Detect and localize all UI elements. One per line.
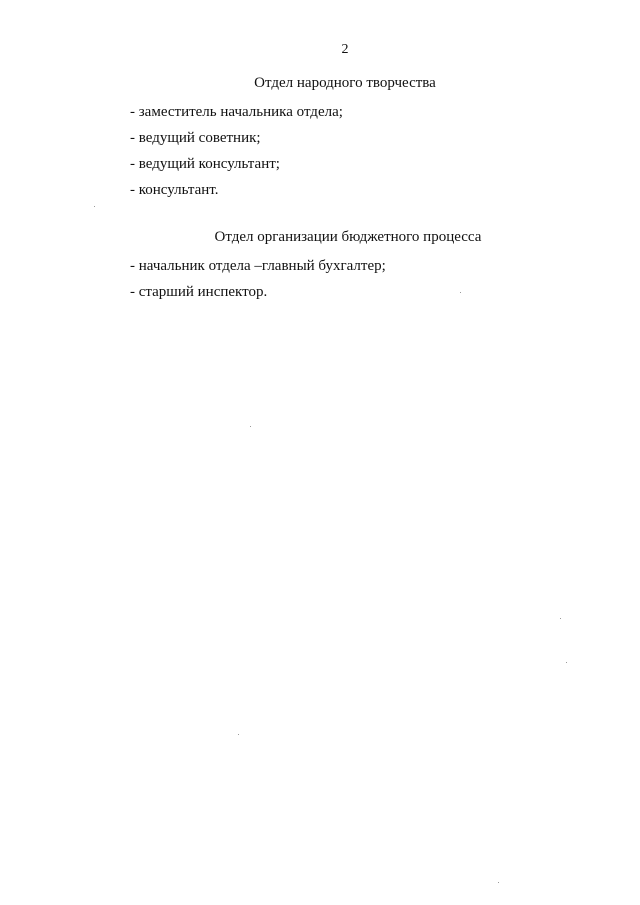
list-item: - заместитель начальника отдела;: [130, 104, 343, 120]
section-folk-art-department: [0, 73, 640, 203]
scan-speck: [560, 618, 561, 619]
position-list: [0, 99, 640, 203]
list-item: - старший инспектор.: [130, 284, 268, 300]
scan-speck: [250, 426, 251, 427]
position-list: [0, 253, 640, 305]
section-title: Отдел организации бюджетного процесса: [214, 229, 482, 245]
scan-speck: [94, 206, 95, 207]
section-title: Отдел народного творчества: [254, 75, 436, 91]
list-item: - начальник отдела –главный бухгалтер;: [130, 258, 386, 274]
scan-speck: [238, 734, 239, 735]
scan-speck: [498, 882, 499, 883]
list-item: - консультант.: [130, 182, 219, 198]
page-number: 2: [341, 42, 349, 57]
scan-speck: [460, 292, 461, 293]
scan-speck: [566, 662, 567, 663]
section-budget-process-department: [0, 227, 640, 305]
list-item: - ведущий консультант;: [130, 156, 280, 172]
list-item: - ведущий советник;: [130, 130, 261, 146]
